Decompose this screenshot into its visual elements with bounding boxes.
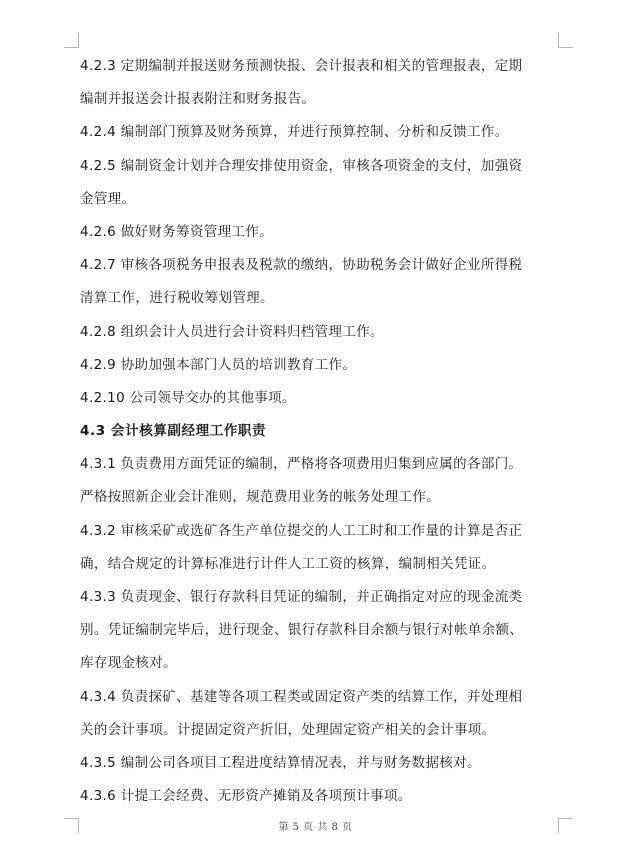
crop-mark-top-left <box>64 33 79 48</box>
line-4-3-3-b: 别。凭证编制完毕后，进行现金、银行存款科目余额与银行对帐单余额、 <box>80 622 524 639</box>
line-4-3-1-b: 严格按照新企业会计准则，规范费用业务的帐务处理工作。 <box>80 489 441 506</box>
line-4-2-5-b: 金管理。 <box>80 190 136 207</box>
line-4-3-5: 4.3.5 编制公司各项目工程进度结算情况表，并与财务数据核对。 <box>80 754 481 771</box>
line-4-3-6: 4.3.6 计提工会经费、无形资产摊销及各项预计事项。 <box>80 788 412 805</box>
line-4-2-3-b: 编制并报送会计报表附注和财务报告。 <box>80 91 316 108</box>
line-4-3-2-a: 4.3.2 审核采矿或选矿各生产单位提交的人工工时和工作量的计算是否正 <box>80 522 523 539</box>
line-4-2-4: 4.2.4 编制部门预算及财务预算，并进行预算控制、分析和反馈工作。 <box>80 124 509 141</box>
line-4-3-2-b: 确，结合规定的计算标准进行计件人工工资的核算，编制相关凭证。 <box>80 555 496 572</box>
line-4-3-4-a: 4.3.4 负责探矿、基建等各项工程类或固定资产类的结算工作，并处理相 <box>80 688 523 705</box>
section-heading-4-3: 4.3 会计核算副经理工作职责 <box>80 423 267 440</box>
document-body <box>80 50 560 813</box>
line-4-2-3-a: 4.2.3 定期编制并报送财务预测快报、会计报表和相关的管理报表，定期 <box>80 58 523 74</box>
line-4-3-4-b: 关的会计事项。计提固定资产折旧，处理固定资产相关的会计事项。 <box>80 721 496 738</box>
crop-mark-top-right <box>558 33 573 48</box>
line-4-3-3-c: 库存现金核对。 <box>80 655 177 672</box>
line-4-3-1-a: 4.3.1 负责费用方面凭证的编制，严格将各项费用归集到应属的各部门。 <box>80 456 523 473</box>
line-4-2-7-b: 清算工作，进行税收筹划管理。 <box>80 290 274 307</box>
line-4-2-5-a: 4.2.5 编制资金计划并合理安排使用资金，审核各项资金的支付，加强资 <box>80 157 523 174</box>
line-4-2-8: 4.2.8 组织会计人员进行会计资料归档管理工作。 <box>80 323 384 340</box>
line-4-2-10: 4.2.10 公司领导交办的其他事项。 <box>80 389 296 406</box>
line-4-2-9: 4.2.9 协助加强本部门人员的培训教育工作。 <box>80 356 357 373</box>
page-number-footer: 第 5 页 共 8 页 <box>278 822 353 833</box>
line-4-2-6: 4.2.6 做好财务筹资管理工作。 <box>80 223 274 240</box>
line-4-2-7-a: 4.2.7 审核各项税务申报表及税款的缴纳，协助税务会计做好企业所得税 <box>80 257 523 274</box>
line-4-3-3-a: 4.3.3 负责现金、银行存款科目凭证的编制，并正确指定对应的现金流类 <box>80 589 523 605</box>
